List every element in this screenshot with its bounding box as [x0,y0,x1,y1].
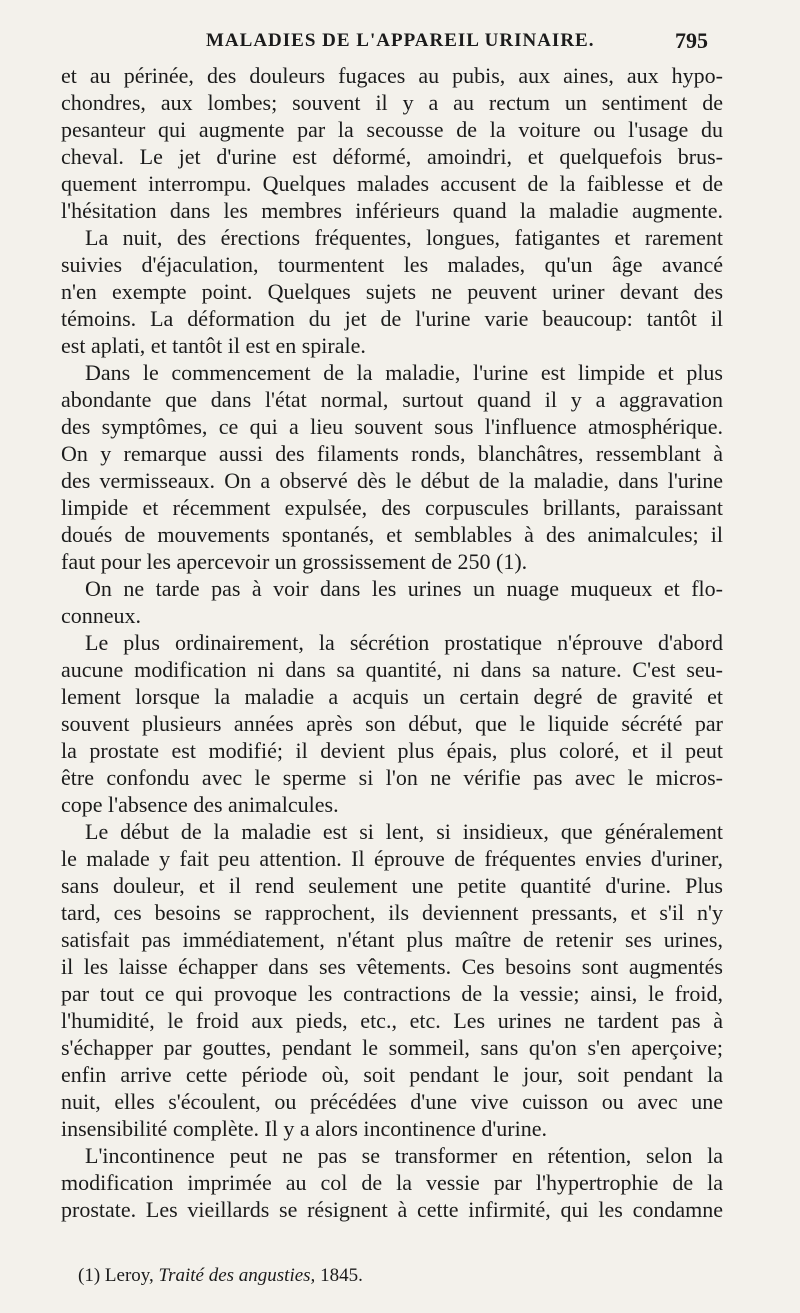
text-line: n'en exempte point. Quelques sujets ne peuvent uriner devant des [61,279,723,304]
footnote [78,1265,363,1287]
text-line: Le plus ordinairement, la sécrétion prostatique n'éprouve d'abord [85,630,723,655]
text-line: pesanteur qui augmente par la secousse de la voiture ou l'usage du [61,117,723,142]
text-line: la prostate est modifié; il devient plus épais, plus coloré, et il peut [61,738,723,763]
body-text [61,62,723,1223]
text-line: cheval. Le jet d'urine est déformé, amoindri, et quelquefois brus- [61,144,723,169]
text-line: On ne tarde pas à voir dans les urines un nuage muqueux et flo- [85,576,723,601]
text-line: L'incontinence peut ne pas se transformer en rétention, selon la [85,1143,723,1168]
text-line: conneux. [61,603,142,628]
text-line: et au périnée, des douleurs fugaces au pubis, aux aines, aux hypo- [61,63,723,88]
text-line: l'hésitation dans les membres inférieurs quand la maladie augmente. [61,198,723,223]
text-line: suivies d'éjaculation, tourmentent les malades, qu'un âge avancé [61,252,723,277]
text-line: quement interrompu. Quelques malades accusent de la faiblesse et de [61,171,723,196]
text-line: être confondu avec le sperme si l'on ne vérifie pas avec le micros- [61,765,723,790]
text-line: il les laisse échapper dans ses vêtements. Ces besoins sont augmentés [61,954,723,979]
text-line: nuit, elles s'écoulent, ou précédées d'une vive cuisson ou avec une [61,1089,723,1114]
text-line: par tout ce qui provoque les contractions de la vessie; ainsi, le froid, [61,981,723,1006]
running-title: MALADIES DE L'APPAREIL URINAIRE. [206,30,595,51]
text-line: des symptômes, ce qui a lieu souvent sous l'influence atmosphérique. [61,414,723,439]
running-head [58,30,708,60]
footnote-marker: (1) Leroy, [78,1265,154,1286]
text-line: témoins. La déformation du jet de l'urine varie beaucoup: tantôt il [61,306,723,331]
text-line: modification imprimée au col de la vessie par l'hypertrophie de la [61,1170,723,1195]
text-line: l'humidité, le froid aux pieds, etc., etc. Les urines ne tardent pas à [61,1008,723,1033]
footnote-year: 1845. [320,1265,363,1286]
text-line: cope l'absence des animalcules. [61,792,339,817]
text-line: Dans le commencement de la maladie, l'urine est limpide et plus [85,360,723,385]
text-line: prostate. Les vieillards se résignent à cette infirmité, qui les condamne [61,1197,723,1222]
text-line: chondres, aux lombes; souvent il y a au rectum un sentiment de [61,90,723,115]
text-line: insensibilité complète. Il y a alors incontinence d'urine. [61,1116,547,1141]
text-line: On y remarque aussi des filaments ronds, blanchâtres, ressemblant à [61,441,723,466]
footnote-title: Traité des angusties, [158,1265,316,1286]
text-line: abondante que dans l'état normal, surtout quand il y a aggravation [61,387,723,412]
page-number: 795 [675,28,708,53]
text-line: souvent plusieurs années après son début, que le liquide sécrété par [61,711,723,736]
text-line: satisfait pas immédiatement, n'étant plus maître de retenir ses urines, [61,927,723,952]
text-line: lement lorsque la maladie a acquis un certain degré de gravité et [61,684,723,709]
text-line: enfin arrive cette période où, soit pendant le jour, soit pendant la [61,1062,723,1087]
text-line: doués de mouvements spontanés, et semblables à des animalcules; il [61,522,723,547]
text-line: s'échapper par gouttes, pendant le sommeil, sans qu'on s'en aperçoive; [61,1035,723,1060]
text-line: Le début de la maladie est si lent, si insidieux, que généralement [85,819,723,844]
text-line: faut pour les apercevoir un grossissement de 250 (1). [61,549,528,574]
text-line: La nuit, des érections fréquentes, longues, fatigantes et rarement [85,225,723,250]
text-line: est aplati, et tantôt il est en spirale. [61,333,366,358]
text-line: sans douleur, et il rend seulement une petite quantité d'urine. Plus [61,873,723,898]
text-line: limpide et récemment expulsée, des corpuscules brillants, paraissant [61,495,723,520]
text-line: aucune modification ni dans sa quantité, ni dans sa nature. C'est seu- [61,657,723,682]
text-line: des vermisseaux. On a observé dès le début de la maladie, dans l'urine [61,468,723,493]
text-line: tard, ces besoins se rapprochent, ils deviennent pressants, et s'il n'y [61,900,723,925]
text-line: le malade y fait peu attention. Il éprouve de fréquentes envies d'uriner, [61,846,723,871]
